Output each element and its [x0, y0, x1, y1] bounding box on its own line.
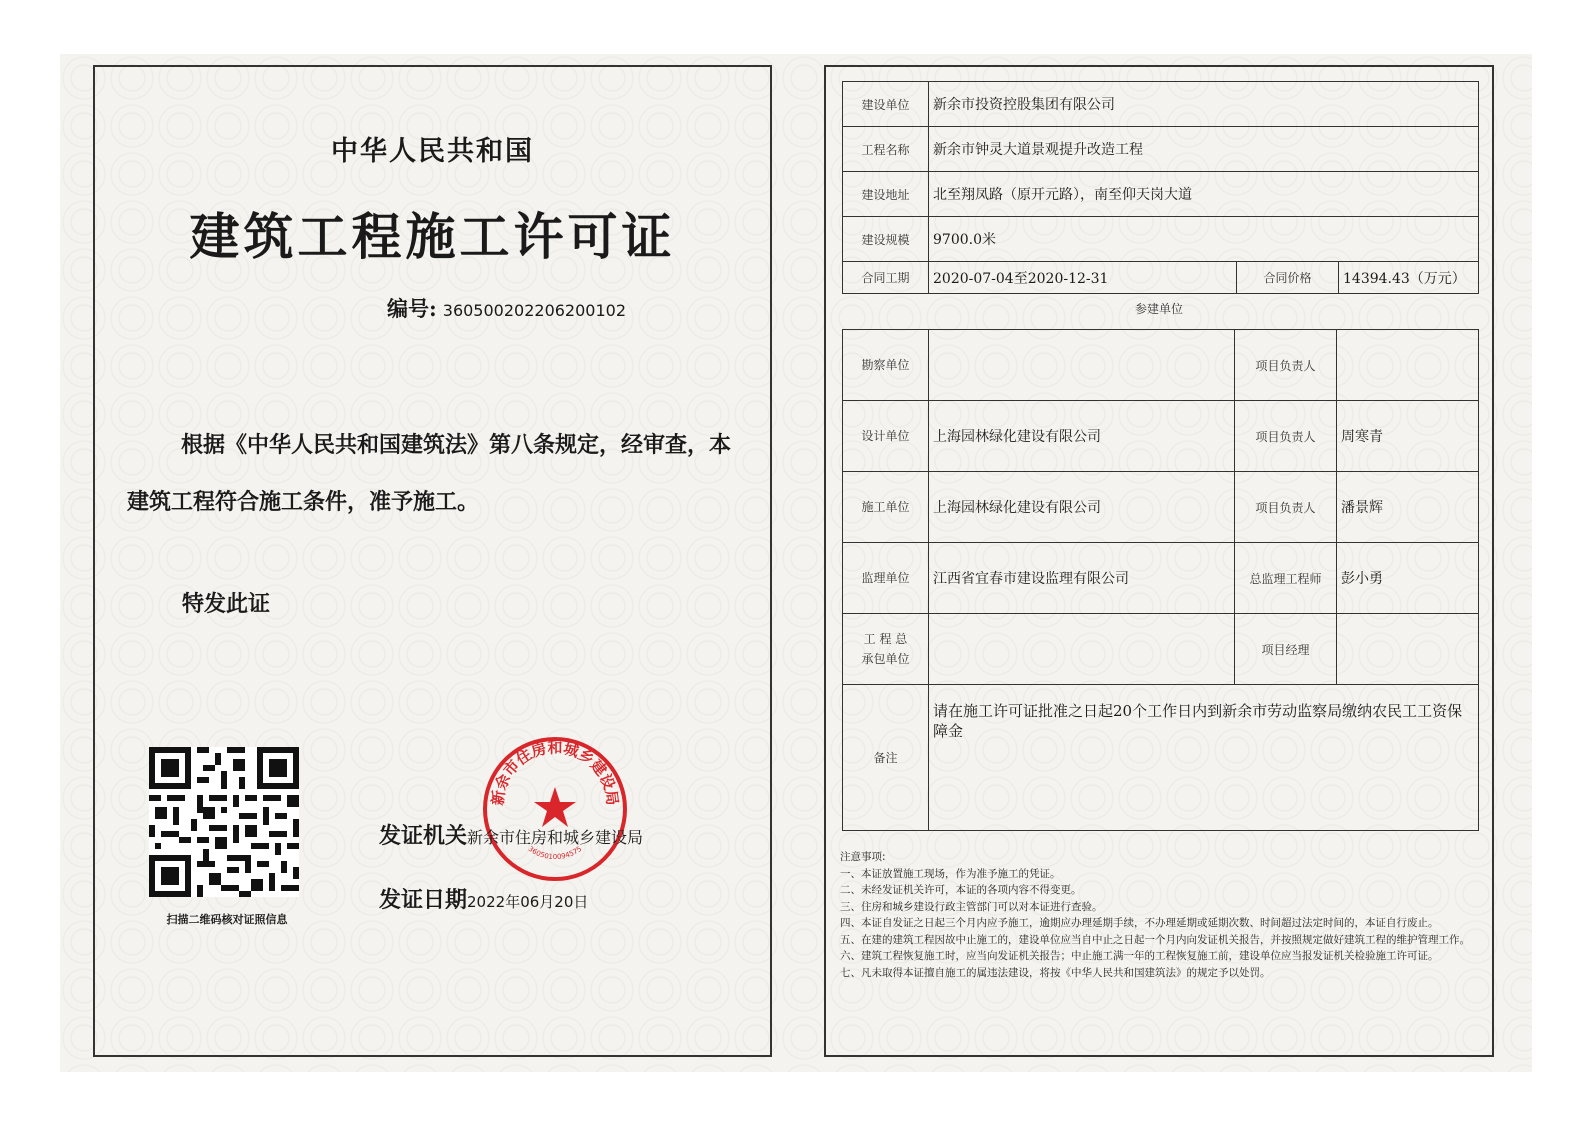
qr-caption: 扫描二维码核对证照信息 — [166, 913, 288, 926]
seal-code: 3605010094575 — [526, 844, 584, 862]
construction-value: 上海园林绿化建设有限公司 — [929, 472, 1235, 543]
table-row — [843, 614, 1479, 685]
table-row — [843, 685, 1479, 831]
seal-text: 新余市住房和城乡建设局 — [488, 738, 622, 807]
survey-lead-label: 项目负责人 — [1235, 330, 1337, 401]
period-value: 2020-07-04至2020-12-31 — [929, 262, 1237, 294]
period-label: 合同工期 — [843, 262, 929, 294]
builder-value: 新余市投资控股集团有限公司 — [929, 82, 1479, 127]
issuer-label: 发证机关 — [379, 823, 468, 849]
official-seal-icon — [481, 735, 629, 883]
general-contractor-label — [843, 614, 929, 685]
permit-number-value: 360500202206200102 — [442, 301, 626, 320]
issuing-authority — [379, 819, 643, 850]
note-item: 五、在建的建筑工程因故中止施工的，建设单位应当自中止之日起一个月内向发证机关报告，并按照规定做好建筑工程的维护管理工作。 — [840, 933, 1470, 946]
builder-label: 建设单位 — [843, 82, 929, 127]
design-lead-value: 周寒青 — [1337, 401, 1479, 472]
participants-table — [842, 329, 1479, 831]
table-row — [843, 217, 1479, 262]
general-contractor-label-line2: 承包单位 — [861, 652, 910, 666]
chief-supervisor-value: 彭小勇 — [1337, 543, 1479, 614]
issue-date — [379, 883, 588, 914]
notes-section — [840, 849, 1485, 981]
note-item: 六、建筑工程恢复施工时，应当向发证机关报告；中止施工满一年的工程恢复施工前，建设单位应当报发证机关检验施工许可证。 — [840, 950, 1439, 962]
permit-number-label: 编号: — [387, 296, 437, 321]
notes-heading: 注意事项: — [840, 851, 886, 863]
address-value: 北至翔凤路（原开元路），南至仰天岗大道 — [929, 172, 1479, 217]
remark-label: 备注 — [843, 685, 929, 831]
remark-value: 请在施工许可证批准之日起20个工作日内到新余市劳动监察局缴纳农民工工资保障金 — [929, 685, 1479, 831]
table-row — [843, 262, 1479, 294]
document-title: 建筑工程施工许可证 — [189, 207, 676, 266]
scale-label: 建设规模 — [843, 217, 929, 262]
survey-label: 勘察单位 — [843, 330, 929, 401]
note-item: 一、本证放置施工现场，作为准予施工的凭证。 — [840, 867, 1061, 880]
table-row — [843, 172, 1479, 217]
design-lead-label: 项目负责人 — [1235, 401, 1337, 472]
general-contractor-value — [929, 614, 1235, 685]
general-contractor-label-line1: 工 程 总 — [863, 632, 908, 646]
survey-lead-value — [1337, 330, 1479, 401]
table-row — [843, 472, 1479, 543]
construction-lead-value: 潘景辉 — [1337, 472, 1479, 543]
special-issue-text: 特发此证 — [182, 591, 271, 617]
participants-heading: 参建单位 — [1134, 302, 1183, 316]
project-name-label: 工程名称 — [843, 127, 929, 172]
supervision-label: 监理单位 — [843, 543, 929, 614]
price-label: 合同价格 — [1237, 262, 1339, 294]
construction-label: 施工单位 — [843, 472, 929, 543]
table-row — [843, 401, 1479, 472]
qr-code-icon[interactable] — [149, 747, 299, 897]
issuer-value: 新余市住房和城乡建设局 — [467, 828, 644, 847]
project-manager-value — [1337, 614, 1479, 685]
supervision-value: 江西省宜春市建设监理有限公司 — [929, 543, 1235, 614]
permit-statement: 根据《中华人民共和国建筑法》第八条规定，经审查，本建筑工程符合施工条件，准予施工。 — [127, 432, 732, 515]
project-manager-label: 项目经理 — [1235, 614, 1337, 685]
project-name-value: 新余市钟灵大道景观提升改造工程 — [929, 127, 1479, 172]
price-value: 14394.43（万元） — [1339, 262, 1479, 294]
note-item: 四、本证自发证之日起三个月内应予施工，逾期应办理延期手续，不办理延期或延期次数、时间超过法定时间的，本证自行废止。 — [840, 917, 1439, 929]
issue-date-value: 2022年06月20日 — [467, 893, 589, 911]
country-heading: 中华人民共和国 — [331, 136, 534, 167]
table-row — [843, 127, 1479, 172]
address-label: 建设地址 — [843, 172, 929, 217]
table-row — [843, 543, 1479, 614]
table-row — [843, 82, 1479, 127]
issue-date-label: 发证日期 — [379, 887, 468, 913]
scale-value: 9700.0米 — [929, 217, 1479, 262]
note-item: 二、未经发证机关许可，本证的各项内容不得变更。 — [840, 884, 1082, 896]
project-info-table — [842, 81, 1479, 294]
permit-number — [387, 293, 626, 323]
note-item: 三、住房和城乡建设行政主管部门可以对本证进行查验。 — [840, 900, 1103, 913]
construction-lead-label: 项目负责人 — [1235, 472, 1337, 543]
note-item: 七、凡未取得本证擅自施工的属违法建设，将按《中华人民共和国建筑法》的规定予以处罚。 — [840, 966, 1271, 979]
permit-details-panel — [824, 65, 1494, 1057]
design-label: 设计单位 — [843, 401, 929, 472]
survey-value — [929, 330, 1235, 401]
permit-cover-panel — [93, 65, 772, 1057]
table-row — [843, 330, 1479, 401]
chief-supervisor-label: 总监理工程师 — [1235, 543, 1337, 614]
design-value: 上海园林绿化建设有限公司 — [929, 401, 1235, 472]
